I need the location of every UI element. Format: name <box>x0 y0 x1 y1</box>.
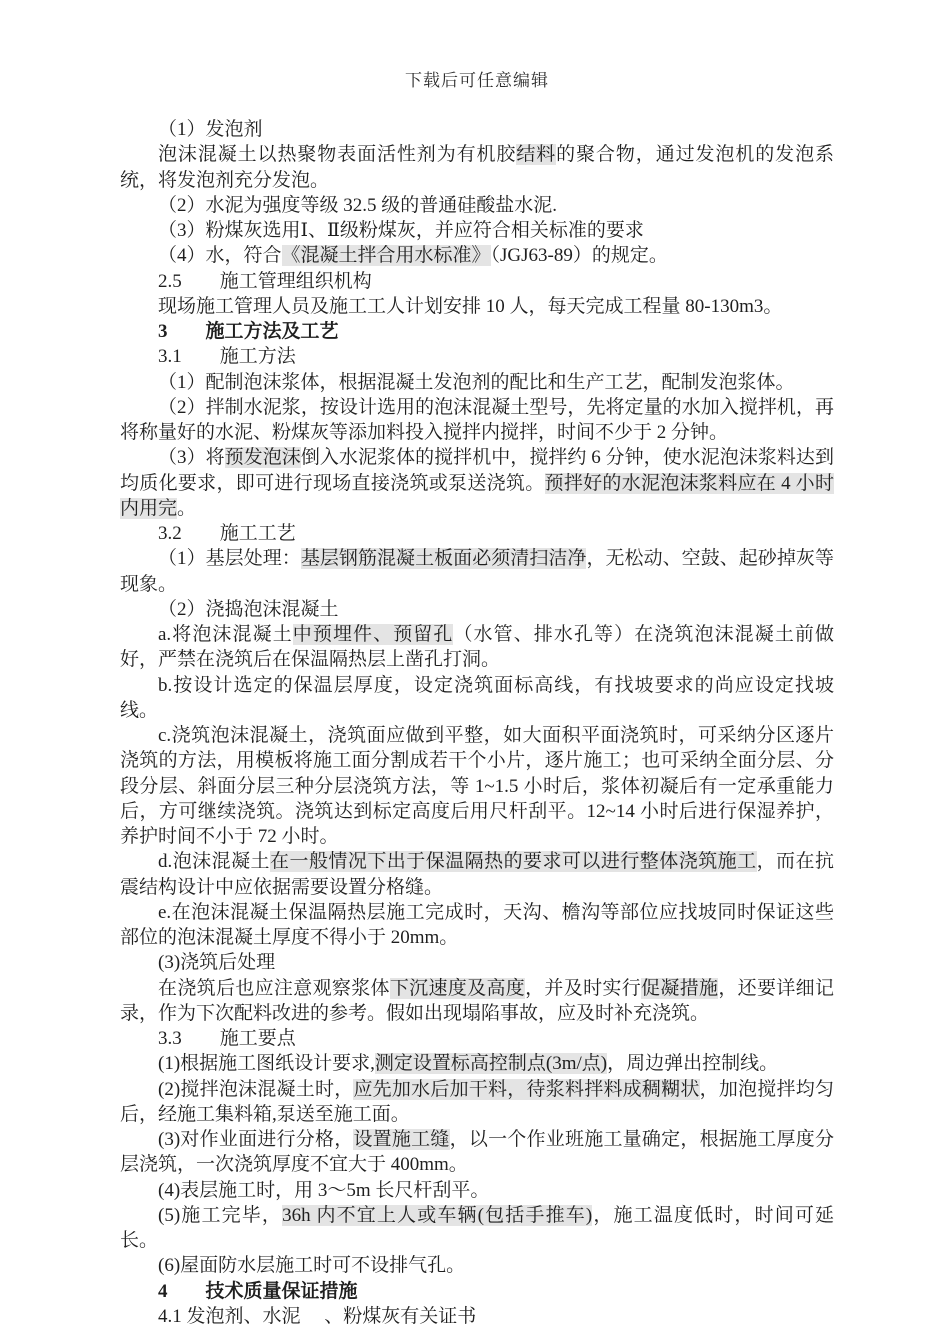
highlighted-text: 下沉速度及高度 <box>389 977 526 999</box>
list-item <box>120 445 834 521</box>
section-heading <box>120 319 834 344</box>
list-item <box>120 723 834 849</box>
text-run: (2)搅拌泡沫混凝土时， <box>158 1078 354 1100</box>
text-run: （3）粉煤灰选用Ⅰ、Ⅱ级粉煤灰，并应符合相关标准的要求 <box>158 220 644 241</box>
text-run: 泡沫混凝土以热聚物表面活性剂为有机胶 <box>158 144 517 166</box>
section-heading <box>120 1279 834 1304</box>
list-item <box>120 1178 834 1203</box>
text-run: （2）浇捣泡沫混凝土 <box>158 598 339 620</box>
text-run: d.泡沫混凝土 <box>158 851 271 873</box>
list-item <box>120 1203 834 1254</box>
text-run: 倒入水泥浆体的搅拌机中，搅拌约 6 分钟，使水泥泡沫浆料达到均质化要求，即可进行现场直接浇筑或泵送浇筑。 <box>120 447 834 494</box>
list-item <box>120 193 834 218</box>
text-run: 4.1 发泡剂、水泥 、粉煤灰有关证书 <box>158 1305 477 1327</box>
highlighted-text: 《混凝土拌合用水标准》 <box>281 245 491 267</box>
list-item <box>120 243 834 268</box>
text-run: （1）发泡剂 <box>158 119 263 140</box>
list-item <box>120 900 834 951</box>
list-item <box>120 1253 834 1278</box>
text-run: (3)对作业面进行分格， <box>158 1129 354 1150</box>
text-run: 3 施工方法及工艺 <box>158 321 339 342</box>
text-run: （1）基层处理： <box>158 548 301 570</box>
text-run: (6)屋面防水层施工时可不设排气孔。 <box>158 1255 466 1277</box>
list-item <box>120 597 834 622</box>
highlighted-text: 预发泡沫 <box>224 447 301 469</box>
text-run: ，还要详细记录，作为下次配料改进的参考。假如出现塌陷事故，应及时补充浇筑。 <box>120 977 834 1024</box>
text-run: ，无松动、空鼓、起砂掉灰等现象。 <box>120 548 834 595</box>
text-run: a.将泡沫混凝土 <box>158 624 293 645</box>
text-run: c.浇筑泡沫混凝土，浇筑面应做到平整，如大面积平面浇筑时，可采纳分区逐片浇筑的方法，用模板将施工面分割成若干个小片，逐片施工；也可采纳全面分层、分段分层、斜面分层三种分层浇筑方法，等 1~1.5 小时后，浆体初凝后有一定承重能力后，方可继续浇筑。浇筑达到标定高度后用尺杆刮平。12~14 小时后进行保湿养护，养护时间不小于 72 小时。 <box>120 725 834 847</box>
text-run: ，施工温度低时，时间可延长。 <box>120 1204 835 1251</box>
text-run: ，以一个作业班施工量确定，根据施工厚度分层浇筑，一次浇筑厚度不宜大于 400mm。 <box>120 1129 834 1176</box>
paragraph <box>120 976 834 1027</box>
list-item <box>120 218 834 243</box>
page-header-text: 下载后可任意编辑 <box>405 71 549 90</box>
list-item <box>120 546 834 597</box>
text-run: 。 <box>177 497 197 519</box>
list-item <box>120 1051 834 1076</box>
text-run: 4 技术质量保证措施 <box>158 1280 358 1302</box>
list-item <box>120 395 834 446</box>
list-item <box>120 1077 834 1128</box>
text-run: ，而在抗震结构设计中应依据需要设置分格缝。 <box>120 851 834 898</box>
highlighted-text: 预拌好的水泥泡沫浆料应在 4 小时内用完 <box>120 472 834 519</box>
text-run: （4）水，符合 <box>158 245 282 267</box>
highlighted-text: 应先加水后加干料，待浆料拌料成稠糊状 <box>353 1078 700 1100</box>
highlighted-text: 设置施工缝 <box>353 1129 450 1150</box>
text-run: (1)根据施工图纸设计要求, <box>158 1053 375 1075</box>
text-run: (5)施工完毕， <box>158 1204 283 1226</box>
document-body <box>120 117 834 1329</box>
section-heading <box>120 269 834 294</box>
text-run: （1）配制泡沫浆体，根据混凝土发泡剂的配比和生产工艺，配制发泡浆体。 <box>158 371 795 393</box>
text-run: (3)浇筑后处理 <box>158 952 276 974</box>
text-run: （3）将 <box>158 447 225 469</box>
list-item <box>120 673 834 724</box>
text-run: 2.5 施工管理组织机构 <box>158 270 372 292</box>
text-run: (4)表层施工时，用 3～5m 长尺杆刮平。 <box>158 1179 490 1201</box>
section-heading <box>120 344 834 369</box>
section-heading <box>120 521 834 546</box>
text-run: （水管、排水孔等）在浇筑泡沫混凝土前做好，严禁在浇筑后在保温隔热层上凿孔打洞。 <box>120 624 834 671</box>
text-run: 现场施工管理人员及施工工人计划安排 10 人，每天完成工程量 80-130m3。 <box>158 295 783 317</box>
section-heading <box>120 1026 834 1051</box>
text-run: b.按设计选定的保温层厚度，设定浇筑面标高线，有找坡要求的尚应设定找坡线。 <box>120 674 834 721</box>
highlighted-text: 测定设置标高控制点(3m/点) <box>374 1053 608 1075</box>
highlighted-text: 36h 内不宜上人或车辆(包括手推车) <box>282 1204 593 1226</box>
text-run: 3.3 施工要点 <box>158 1028 296 1049</box>
paragraph <box>120 294 834 319</box>
list-item <box>120 950 834 975</box>
highlighted-text: 在一般情况下出于保温隔热的要求可以进行整体浇筑施工 <box>270 851 757 873</box>
text-run: e.在泡沫混凝土保温隔热层施工完成时，天沟、檐沟等部位应找坡同时保证这些部位的泡沫混凝土厚度不得小于 20mm。 <box>120 901 834 948</box>
section-heading <box>120 1304 834 1329</box>
list-item <box>120 622 834 673</box>
text-run: 在浇筑后也应注意观察浆体 <box>158 977 390 999</box>
list-item <box>120 849 834 900</box>
text-run: 3.1 施工方法 <box>158 346 296 368</box>
list-item <box>120 117 834 142</box>
text-run: （2）水泥为强度等级 32.5 级的普通硅酸盐水泥. <box>158 194 558 216</box>
paragraph <box>120 142 834 193</box>
list-item <box>120 1127 834 1178</box>
highlighted-text: 中预埋件、预留孔 <box>292 624 454 645</box>
text-run: 3.2 施工工艺 <box>158 523 296 544</box>
text-run: ，周边弹出控制线。 <box>607 1053 779 1075</box>
text-run: ，加泡搅拌均匀后，经施工集料箱,泵送至施工面。 <box>120 1078 834 1125</box>
highlighted-text: 结料 <box>516 144 557 166</box>
text-run: 的聚合物，通过发泡机的发泡系统，将发泡剂充分发泡。 <box>120 144 834 191</box>
list-item <box>120 370 834 395</box>
highlighted-text: 基层钢筋混凝土板面必须清扫洁净 <box>300 548 587 570</box>
text-run: （JGJ63-89）的规定。 <box>490 245 668 267</box>
highlighted-text: 促凝措施 <box>641 977 719 999</box>
text-run: ，并及时实行 <box>525 977 642 999</box>
text-run: （2）拌制水泥浆，按设计选用的泡沫混凝土型号，先将定量的水加入搅拌机，再将称量好的水泥、粉煤灰等添加料投入搅拌内搅拌，时间不少于 2 分钟。 <box>120 396 834 443</box>
